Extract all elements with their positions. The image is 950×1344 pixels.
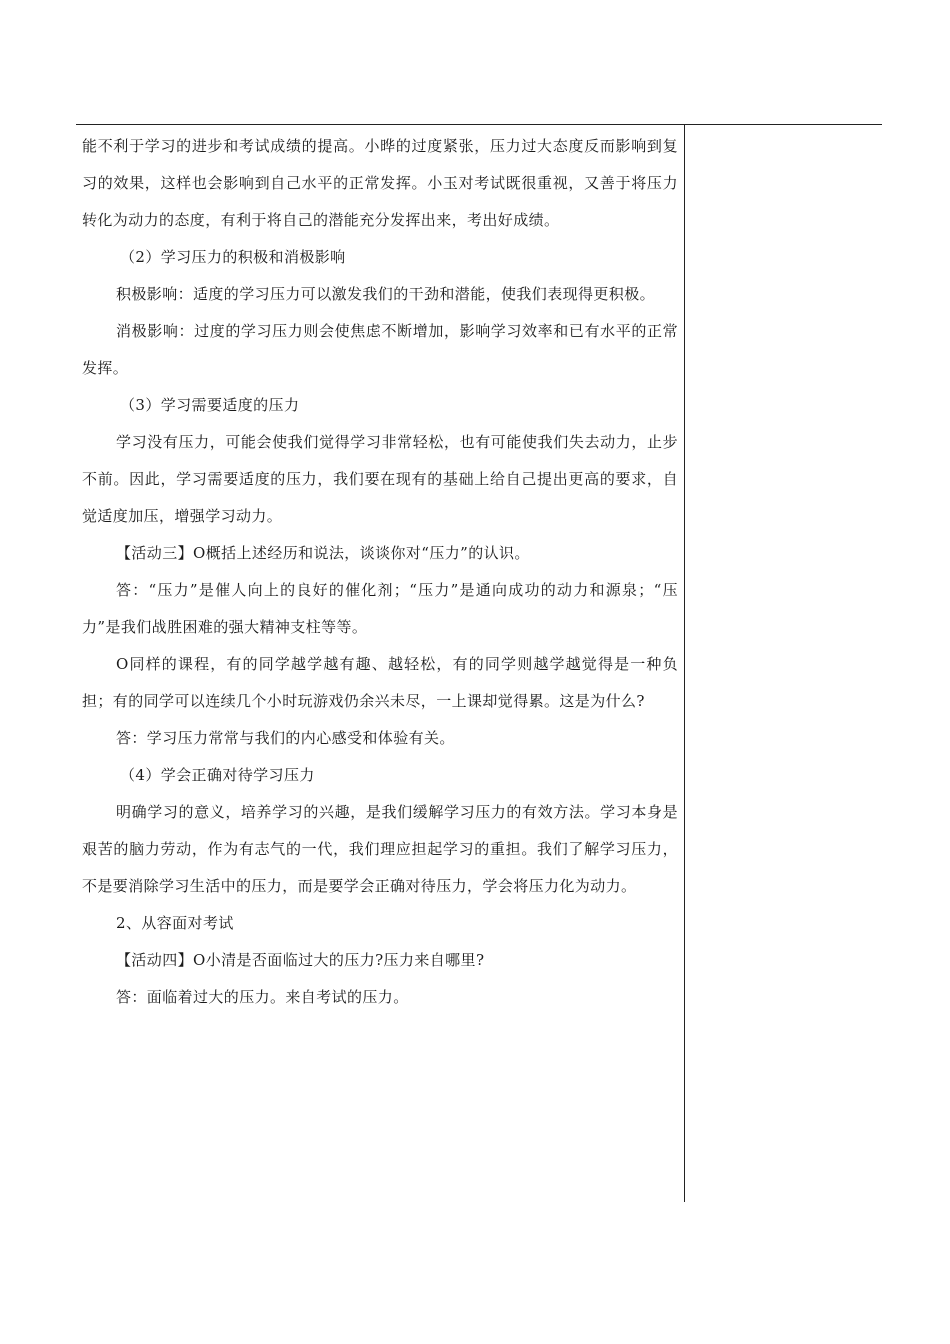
paragraph-moderate-pressure: 学习没有压力，可能会使我们觉得学习非常轻松，也有可能使我们失去动力，止步不前。因此，学习需要适度的压力，我们要在现有的基础上给自己提出更高的要求，自觉适度加压，增强学习动力。 (82, 433, 678, 525)
paragraph-negative-effect: 消极影响：过度的学习压力则会使焦虑不断增加，影响学习效率和已有水平的正常发挥。 (82, 322, 678, 377)
document-body (82, 124, 678, 1016)
activity-three-answer: 答：“压力”是催人向上的良好的催化剂；“压力”是通向成功的动力和源泉；“压力”是我们战胜困难的强大精神支柱等等。 (82, 581, 678, 636)
activity-four-answer: 答：面临着过大的压力。来自考试的压力。 (116, 988, 409, 1006)
section-heading-2: （2）学习压力的积极和消极影响 (120, 248, 346, 266)
section-heading-exam: 2、从容面对考试 (116, 914, 234, 932)
activity-four-question: 【活动四】O小清是否面临过大的压力?压力来自哪里? (116, 951, 485, 969)
paragraph-correct-attitude: 明确学习的意义，培养学习的兴趣，是我们缓解学习压力的有效方法。学习本身是艰苦的脑力劳动，作为有志气的一代，我们理应担起学习的重担。我们了解学习压力，不是要消除学习生活中的压力，而是要学会正确对待压力，学会将压力化为动力。 (82, 803, 678, 895)
answer-same-course: 答：学习压力常常与我们的内心感受和体验有关。 (116, 729, 455, 747)
section-heading-4: （4）学会正确对待学习压力 (120, 766, 315, 784)
activity-three-question: 【活动三】O概括上述经历和说法，谈谈你对“压力”的认识。 (116, 544, 530, 562)
question-same-course: O同样的课程，有的同学越学越有趣、越轻松，有的同学则越学越觉得是一种负担；有的同学可以连续几个小时玩游戏仍余兴未尽，一上课却觉得累。这是为什么? (82, 655, 678, 710)
paragraph-positive-effect: 积极影响：适度的学习压力可以激发我们的干劲和潜能，使我们表现得更积极。 (116, 285, 656, 303)
paragraph-continuation: 能不利于学习的进步和考试成绩的提高。小晔的过度紧张，压力过大态度反而影响到复习的效果，这样也会影响到自己水平的正常发挥。小玉对考试既很重视，又善于将压力转化为动力的态度，有利于将自己的潜能充分发挥出来，考出好成绩。 (82, 137, 678, 229)
table-column-divider (684, 124, 685, 1202)
section-heading-3: （3）学习需要适度的压力 (120, 396, 300, 414)
